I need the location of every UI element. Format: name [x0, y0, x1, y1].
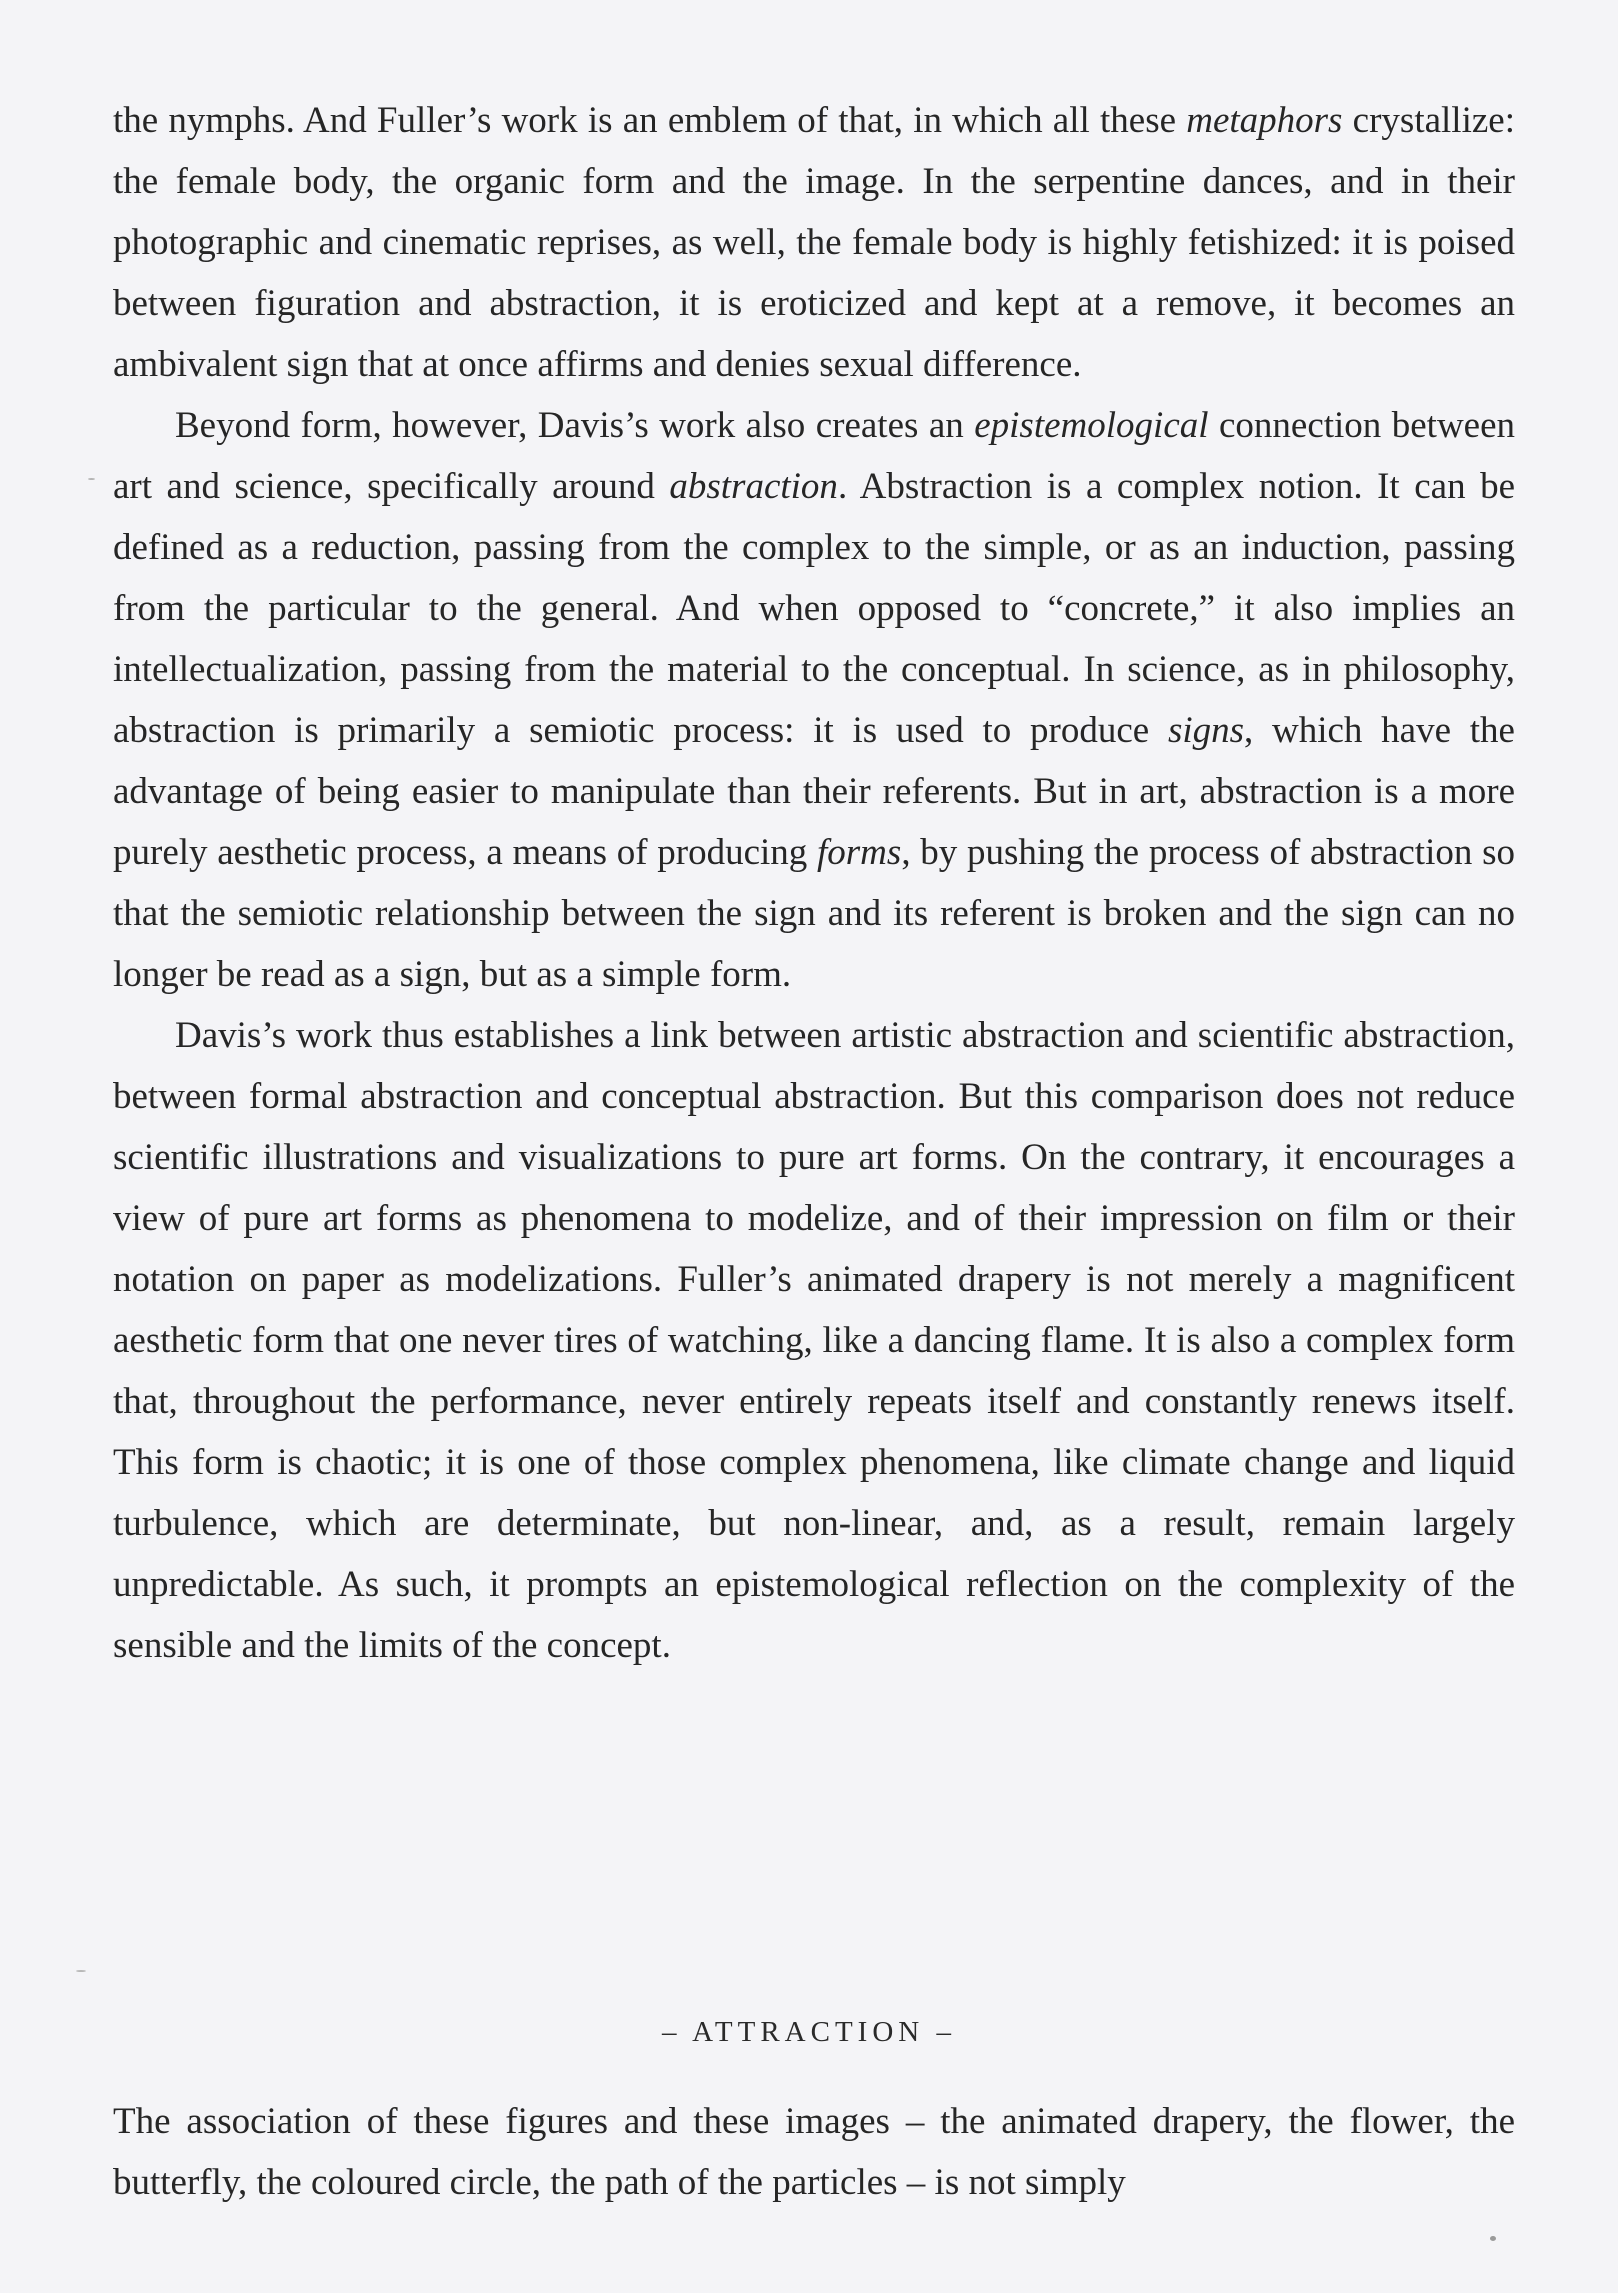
- section-heading: – ATTRACTION –: [662, 2016, 956, 2048]
- italic-term: epistemological: [974, 405, 1209, 446]
- paragraph-3: [113, 1005, 1515, 1676]
- italic-term: metaphors: [1186, 100, 1343, 141]
- paragraph-1: [113, 90, 1515, 395]
- text-run: connection between art and science, specifically around: [113, 405, 1516, 507]
- text-run: , which have the advantage of being easier to manipulate than their referents. But in art, abstraction is a more purely aesthetic process, a means of producing: [113, 710, 1515, 873]
- body-text-bottom: [113, 2091, 1515, 2213]
- scan-speck: [88, 478, 95, 480]
- scan-speck: [76, 1970, 86, 1972]
- italic-term: signs: [1167, 710, 1245, 751]
- italic-term: abstraction: [669, 466, 838, 507]
- text-run: the nymphs. And Fuller’s work is an emblem of that, in which all these: [113, 100, 1187, 141]
- italic-term: forms: [817, 832, 902, 873]
- paragraph-4: The association of these figures and these images – the animated drapery, the flower, the butterfly, the coloured circle, the path of the particles – is not simply: [113, 2101, 1515, 2203]
- text-run: Davis’s work thus establishes a link between artistic abstraction and scientific abstraction, between formal abstraction and conceptual abstraction. But this comparison does not reduce scientific illustrations and visualizations to pure art forms. On the contrary, it encourages a view of pure art forms as phenomena to modelize, and of their impression on film or their notation on paper as modelizations. Fuller’s animated drapery is not merely a magnificent aesthetic form that one never tires of watching, like a dancing flame. It is also a complex form that, throughout the performance, never entirely repeats itself and constantly renews itself. This form is chaotic; it is one of those complex phenomena, like climate change and liquid turbulence, which are determinate, but non-linear, and, as a result, remain largely unpredictable. As such, it prompts an epistemological reflection on the complexity of the sensible and the limits of the concept.: [113, 1015, 1515, 1666]
- body-text-top: [113, 90, 1515, 1676]
- text-run: , by pushing the process of abstraction so that the semiotic relationship between the sign and its referent is broken and the sign can no longer be read as a sign, but as a simple form.: [113, 832, 1515, 995]
- text-run: crystallize: the female body, the organic form and the image. In the serpentine dances, and in their photographic and cinematic reprises, as well, the female body is highly fetishized: it is poised between figuration and abstraction, it is eroticized and kept at a remove, it becomes an ambivalent sign that at once affirms and denies sexual difference.: [113, 100, 1515, 385]
- scan-speck: [1490, 2236, 1496, 2241]
- paragraph-2: [113, 395, 1515, 1005]
- text-run: Beyond form, however, Davis’s work also creates an: [175, 405, 975, 446]
- text-run: . Abstraction is a complex notion. It can be defined as a reduction, passing from the complex to the simple, or as an induction, passing from the particular to the general. And when opposed to “concrete,” it also implies an intellectualization, passing from the material to the conceptual. In science, as in philosophy, abstraction is primarily a semiotic process: it is used to produce: [113, 466, 1515, 751]
